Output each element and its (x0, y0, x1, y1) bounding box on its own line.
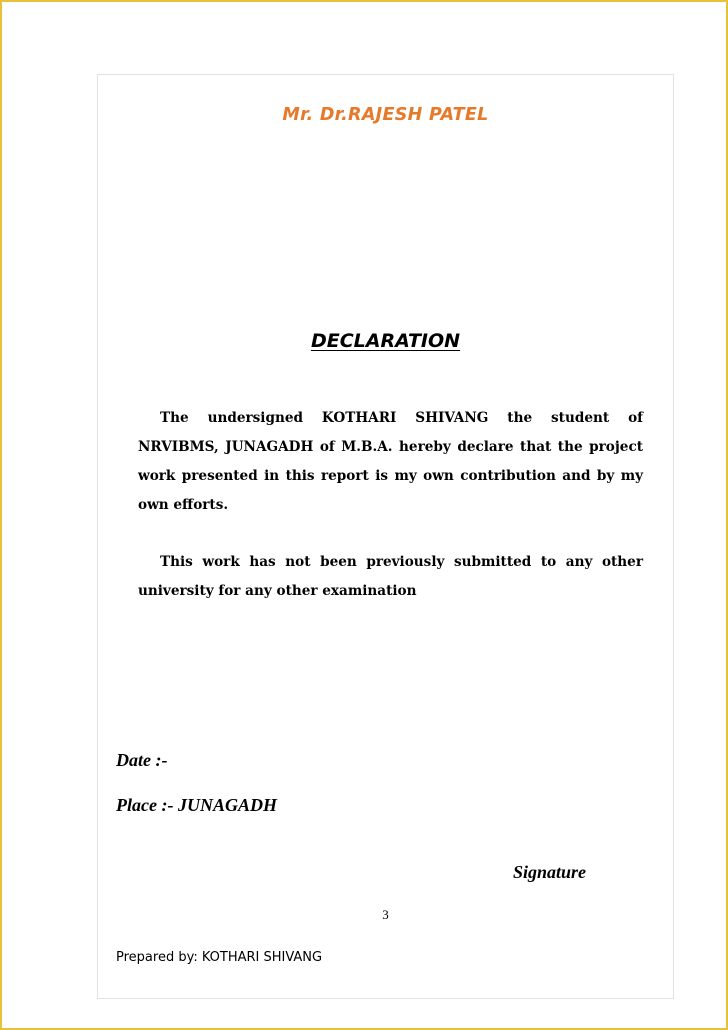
prepared-by-footer: Prepared by: KOTHARI SHIVANG (116, 950, 323, 965)
guide-name-heading: Mr. Dr.RAJESH PATEL (282, 105, 489, 125)
date-label: Date :- (116, 750, 168, 770)
declaration-paragraph-1: The undersigned KOTHARI SHIVANG the student of NRVIBMS, JUNAGADH of M.B.A. hereby declare that the project work presented in this report is my own contribution and by my own efforts. (138, 410, 643, 513)
document-page (97, 74, 674, 999)
place-label: Place :- JUNAGADH (116, 795, 277, 815)
page-number: 3 (382, 907, 389, 922)
declaration-paragraph-2: This work has not been previously submitted to any other university for any other examination (138, 554, 643, 599)
signature-label: Signature (513, 862, 587, 882)
declaration-title: DECLARATION (310, 330, 461, 352)
